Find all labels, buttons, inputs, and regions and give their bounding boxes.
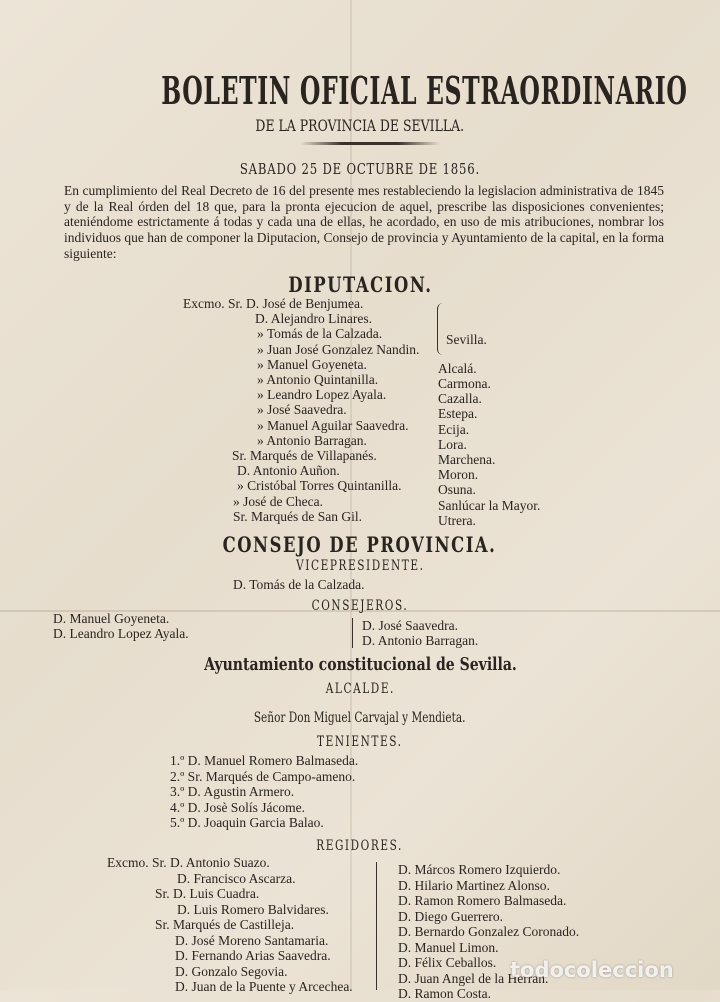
diputacion-member-place: Cazalla. — [438, 391, 482, 407]
regidor-name: Sr. D. Luis Cuadra. — [155, 886, 260, 901]
diputacion-member-place: Carmona. — [438, 376, 491, 391]
regidor-name: D. Diego Guerrero. — [398, 908, 503, 924]
teniente-name: 1.º D. Manuel Romero Balmaseda. — [170, 753, 359, 768]
diputacion-member-name: » Leandro Lopez Ayala. — [257, 387, 387, 403]
diputacion-member-name: » Antonio Barragan. — [257, 432, 367, 448]
regidor-name: Sr. Marqués de Castilleja. — [155, 917, 295, 932]
regidor-name: D. Manuel Limon. — [398, 939, 499, 955]
teniente-name: 4.º D. Josè Solís Jácome. — [170, 799, 306, 815]
alcalde-heading: ALCALDE. — [325, 681, 395, 697]
diputacion-member-place: Sanlúcar la Mayor. — [438, 497, 541, 513]
document-title: BOLETIN OFICIAL ESTRAORDINARIO — [161, 68, 688, 113]
regidor-name: D. Bernardo Gonzalez Coronado. — [398, 924, 580, 939]
consejo-heading: CONSEJO DE PROVINCIA. — [223, 532, 497, 557]
consejero-name: D. Leandro Lopez Ayala. — [53, 626, 189, 641]
diputacion-member-name: » José Saavedra. — [257, 402, 347, 418]
diputacion-member-name: » Manuel Aguilar Saavedra. — [257, 417, 409, 433]
intro-paragraph: En cumplimiento del Real Decreto de 16 del presente mes restableciendo la legislacion administrativa de 1845 y de la Real órden del 18 que, para la pronta ejecucion de aquel, prescribe las disposiciones convenientes; ateniéndome estrictamente á todas y cada una de ellas, he acordado, en uso de mis atribuciones, nombrar los individuos que han de componer la Diputacion, Consejo de provincia y Ayuntamiento de la capital, en la forma siguiente: — [64, 183, 664, 261]
diputacion-member-name: » Juan José Gonzalez Nandin. — [257, 341, 420, 357]
diputacion-member-name: » Tomás de la Calzada. — [257, 326, 383, 342]
teniente-name: 2.º Sr. Marqués de Campo-ameno. — [170, 768, 356, 784]
diputacion-member-name: » José de Checa. — [233, 493, 323, 509]
regidor-name: D. Márcos Romero Izquierdo. — [398, 862, 561, 877]
diputacion-member-name: Excmo. Sr. D. José de Benjumea. — [183, 296, 364, 311]
regidor-name: D. Francisco Ascarza. — [177, 870, 296, 886]
regidor-name: D. Fernando Arias Saavedra. — [175, 948, 331, 963]
consejero-name: D. Antonio Barragan. — [362, 633, 479, 648]
vicepresidente-name: D. Tomás de la Calzada. — [233, 577, 365, 592]
diputacion-member-name: » Antonio Quintanilla. — [257, 372, 379, 387]
consejero-name: D. José Saavedra. — [362, 618, 458, 633]
diputacion-member-place: Alcalá. — [438, 360, 477, 376]
regidor-name: D. Ramon Romero Balmaseda. — [398, 893, 567, 908]
vicepresidente-heading: VICEPRESIDENTE. — [295, 558, 425, 574]
regidores-heading: REGIDORES. — [316, 838, 404, 854]
diputacion-member-name: Sr. Marqués de Villapanés. — [232, 448, 377, 463]
diputacion-member-place: Marchena. — [438, 452, 496, 467]
diputacion-member-place: Lora. — [438, 436, 467, 452]
diputacion-member-place: Utrera. — [438, 512, 476, 528]
alcalde-name: Señor Don Miguel Carvajal y Mendieta. — [254, 710, 466, 726]
consejeros-heading: CONSEJEROS. — [311, 598, 409, 614]
regidor-name: D. Juan de la Puente y Arcechea. — [175, 979, 353, 994]
diputacion-member-name: D. Antonio Auñon. — [237, 463, 340, 479]
teniente-name: 5.º D. Joaquin Garcia Balao. — [170, 815, 324, 830]
regidor-name: Excmo. Sr. D. Antonio Suazo. — [107, 855, 270, 870]
diputacion-member-name: » Cristóbal Torres Quintanilla. — [237, 478, 402, 494]
diputacion-member-place: Sevilla. — [446, 332, 487, 348]
regidor-name: D. José Moreno Santamaria. — [175, 932, 329, 948]
tenientes-heading: TENIENTES. — [317, 734, 403, 750]
column-divider — [352, 618, 353, 648]
regidor-name: D. Hilario Martinez Alonso. — [398, 877, 550, 893]
regidor-name: D. Juan Angel de la Herran. — [398, 970, 549, 986]
diputacion-member-name: » Manuel Goyeneta. — [257, 356, 367, 372]
brace — [437, 303, 444, 355]
regidor-name: D. Ramon Costa. — [398, 986, 491, 1001]
regidor-name: D. Félix Ceballos. — [398, 955, 497, 970]
diputacion-member-place: Moron. — [438, 467, 479, 483]
document-date: SABADO 25 DE OCTUBRE DE 1856. — [239, 160, 481, 178]
watermark-logo: todocoleccion — [510, 958, 674, 982]
diputacion-member-place: Estepa. — [438, 406, 478, 422]
consejero-name: D. Manuel Goyeneta. — [53, 611, 170, 626]
regidor-name: D. Gonzalo Segovia. — [175, 963, 288, 979]
decorative-rule — [300, 142, 440, 145]
regidor-name: D. Luis Romero Balvidares. — [177, 901, 329, 917]
diputacion-member-place: Ecija. — [438, 421, 470, 437]
diputacion-heading: DIPUTACION. — [287, 272, 433, 297]
document-subtitle: DE LA PROVINCIA DE SEVILLA. — [255, 116, 465, 135]
diputacion-member-place: Osuna. — [438, 482, 476, 498]
teniente-name: 3.º D. Agustin Armero. — [170, 784, 295, 799]
diputacion-member-name: Sr. Marqués de San Gil. — [233, 508, 362, 524]
column-divider — [376, 862, 377, 990]
ayuntamiento-heading: Ayuntamiento constitucional de Sevilla. — [203, 654, 517, 675]
diputacion-member-name: D. Alejandro Linares. — [255, 311, 372, 327]
